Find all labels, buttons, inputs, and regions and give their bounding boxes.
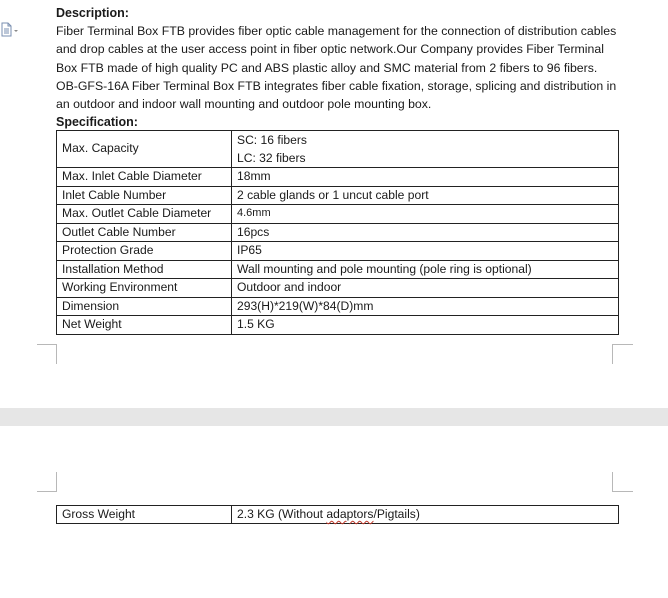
page-corner-marker xyxy=(37,472,57,492)
description-paragraph xyxy=(56,22,618,113)
table-row xyxy=(57,316,619,335)
capacity-lc: LC: 32 fibers xyxy=(237,151,306,165)
page-corner-marker xyxy=(612,344,633,364)
spec-value: 293(H)*219(W)*84(D)mm xyxy=(232,297,619,316)
spec-label: Inlet Cable Number xyxy=(57,186,232,205)
page-corner-marker xyxy=(37,344,57,364)
gross-weight-table xyxy=(56,505,619,524)
spec-label: Working Environment xyxy=(57,279,232,298)
spec-label: Max. Capacity xyxy=(57,131,232,168)
spelling-flagged-word[interactable]: adaptors xyxy=(326,507,374,521)
table-row xyxy=(57,131,619,168)
spec-label: Dimension xyxy=(57,297,232,316)
description-line: and drop cables at the user access point in fiber optic network.Our Company provides Fiber Terminal xyxy=(56,42,604,57)
spec-value: Wall mounting and pole mounting (pole ring is optional) xyxy=(232,260,619,279)
spec-value: 18mm xyxy=(232,168,619,187)
spec-value: 16pcs xyxy=(232,223,619,242)
page-break-gap xyxy=(0,408,668,426)
table-row xyxy=(57,260,619,279)
spec-value xyxy=(232,131,619,168)
page-corner-marker xyxy=(612,472,633,492)
description-heading: Description: xyxy=(56,6,129,20)
spec-label: Outlet Cable Number xyxy=(57,223,232,242)
gross-value-suffix: /Pigtails) xyxy=(373,507,420,521)
table-row xyxy=(57,186,619,205)
description-line: Box FTB made of high quality PC and ABS plastic alloy and SMC material from 2 fibers to 96 fibers. xyxy=(56,60,598,75)
spec-value: IP65 xyxy=(232,242,619,261)
spec-label: Gross Weight xyxy=(57,506,232,524)
spec-value: 4.6mm xyxy=(232,205,619,224)
document-page-icon[interactable] xyxy=(1,22,21,38)
spec-value: 2 cable glands or 1 uncut cable port xyxy=(232,186,619,205)
table-row xyxy=(57,205,619,224)
gross-value-prefix: 2.3 KG (Without xyxy=(237,507,327,521)
capacity-sc: SC: 16 fibers xyxy=(237,133,307,147)
spec-label: Max. Inlet Cable Diameter xyxy=(57,168,232,187)
table-row xyxy=(57,223,619,242)
spec-label: Protection Grade xyxy=(57,242,232,261)
table-row xyxy=(57,506,619,524)
description-line: OB-GFS-16A Fiber Terminal Box FTB integrates fiber cable fixation, storage, splicing and distribution in xyxy=(56,78,617,93)
spec-label: Installation Method xyxy=(57,260,232,279)
table-row xyxy=(57,242,619,261)
table-row xyxy=(57,279,619,298)
table-row xyxy=(57,168,619,187)
description-line: Fiber Terminal Box FTB provides fiber optic cable management for the connection of distribution cables xyxy=(56,24,617,39)
spec-label: Max. Outlet Cable Diameter xyxy=(57,205,232,224)
spec-value: 1.5 KG xyxy=(232,316,619,335)
spec-label: Net Weight xyxy=(57,316,232,335)
table-row xyxy=(57,297,619,316)
document-body xyxy=(56,4,618,131)
spec-value: Outdoor and indoor xyxy=(232,279,619,298)
specification-table xyxy=(56,130,619,335)
specification-heading: Specification: xyxy=(56,115,138,130)
spec-value xyxy=(232,506,619,524)
description-line: an outdoor and indoor wall mounting and outdoor pole mounting box. xyxy=(56,97,432,112)
